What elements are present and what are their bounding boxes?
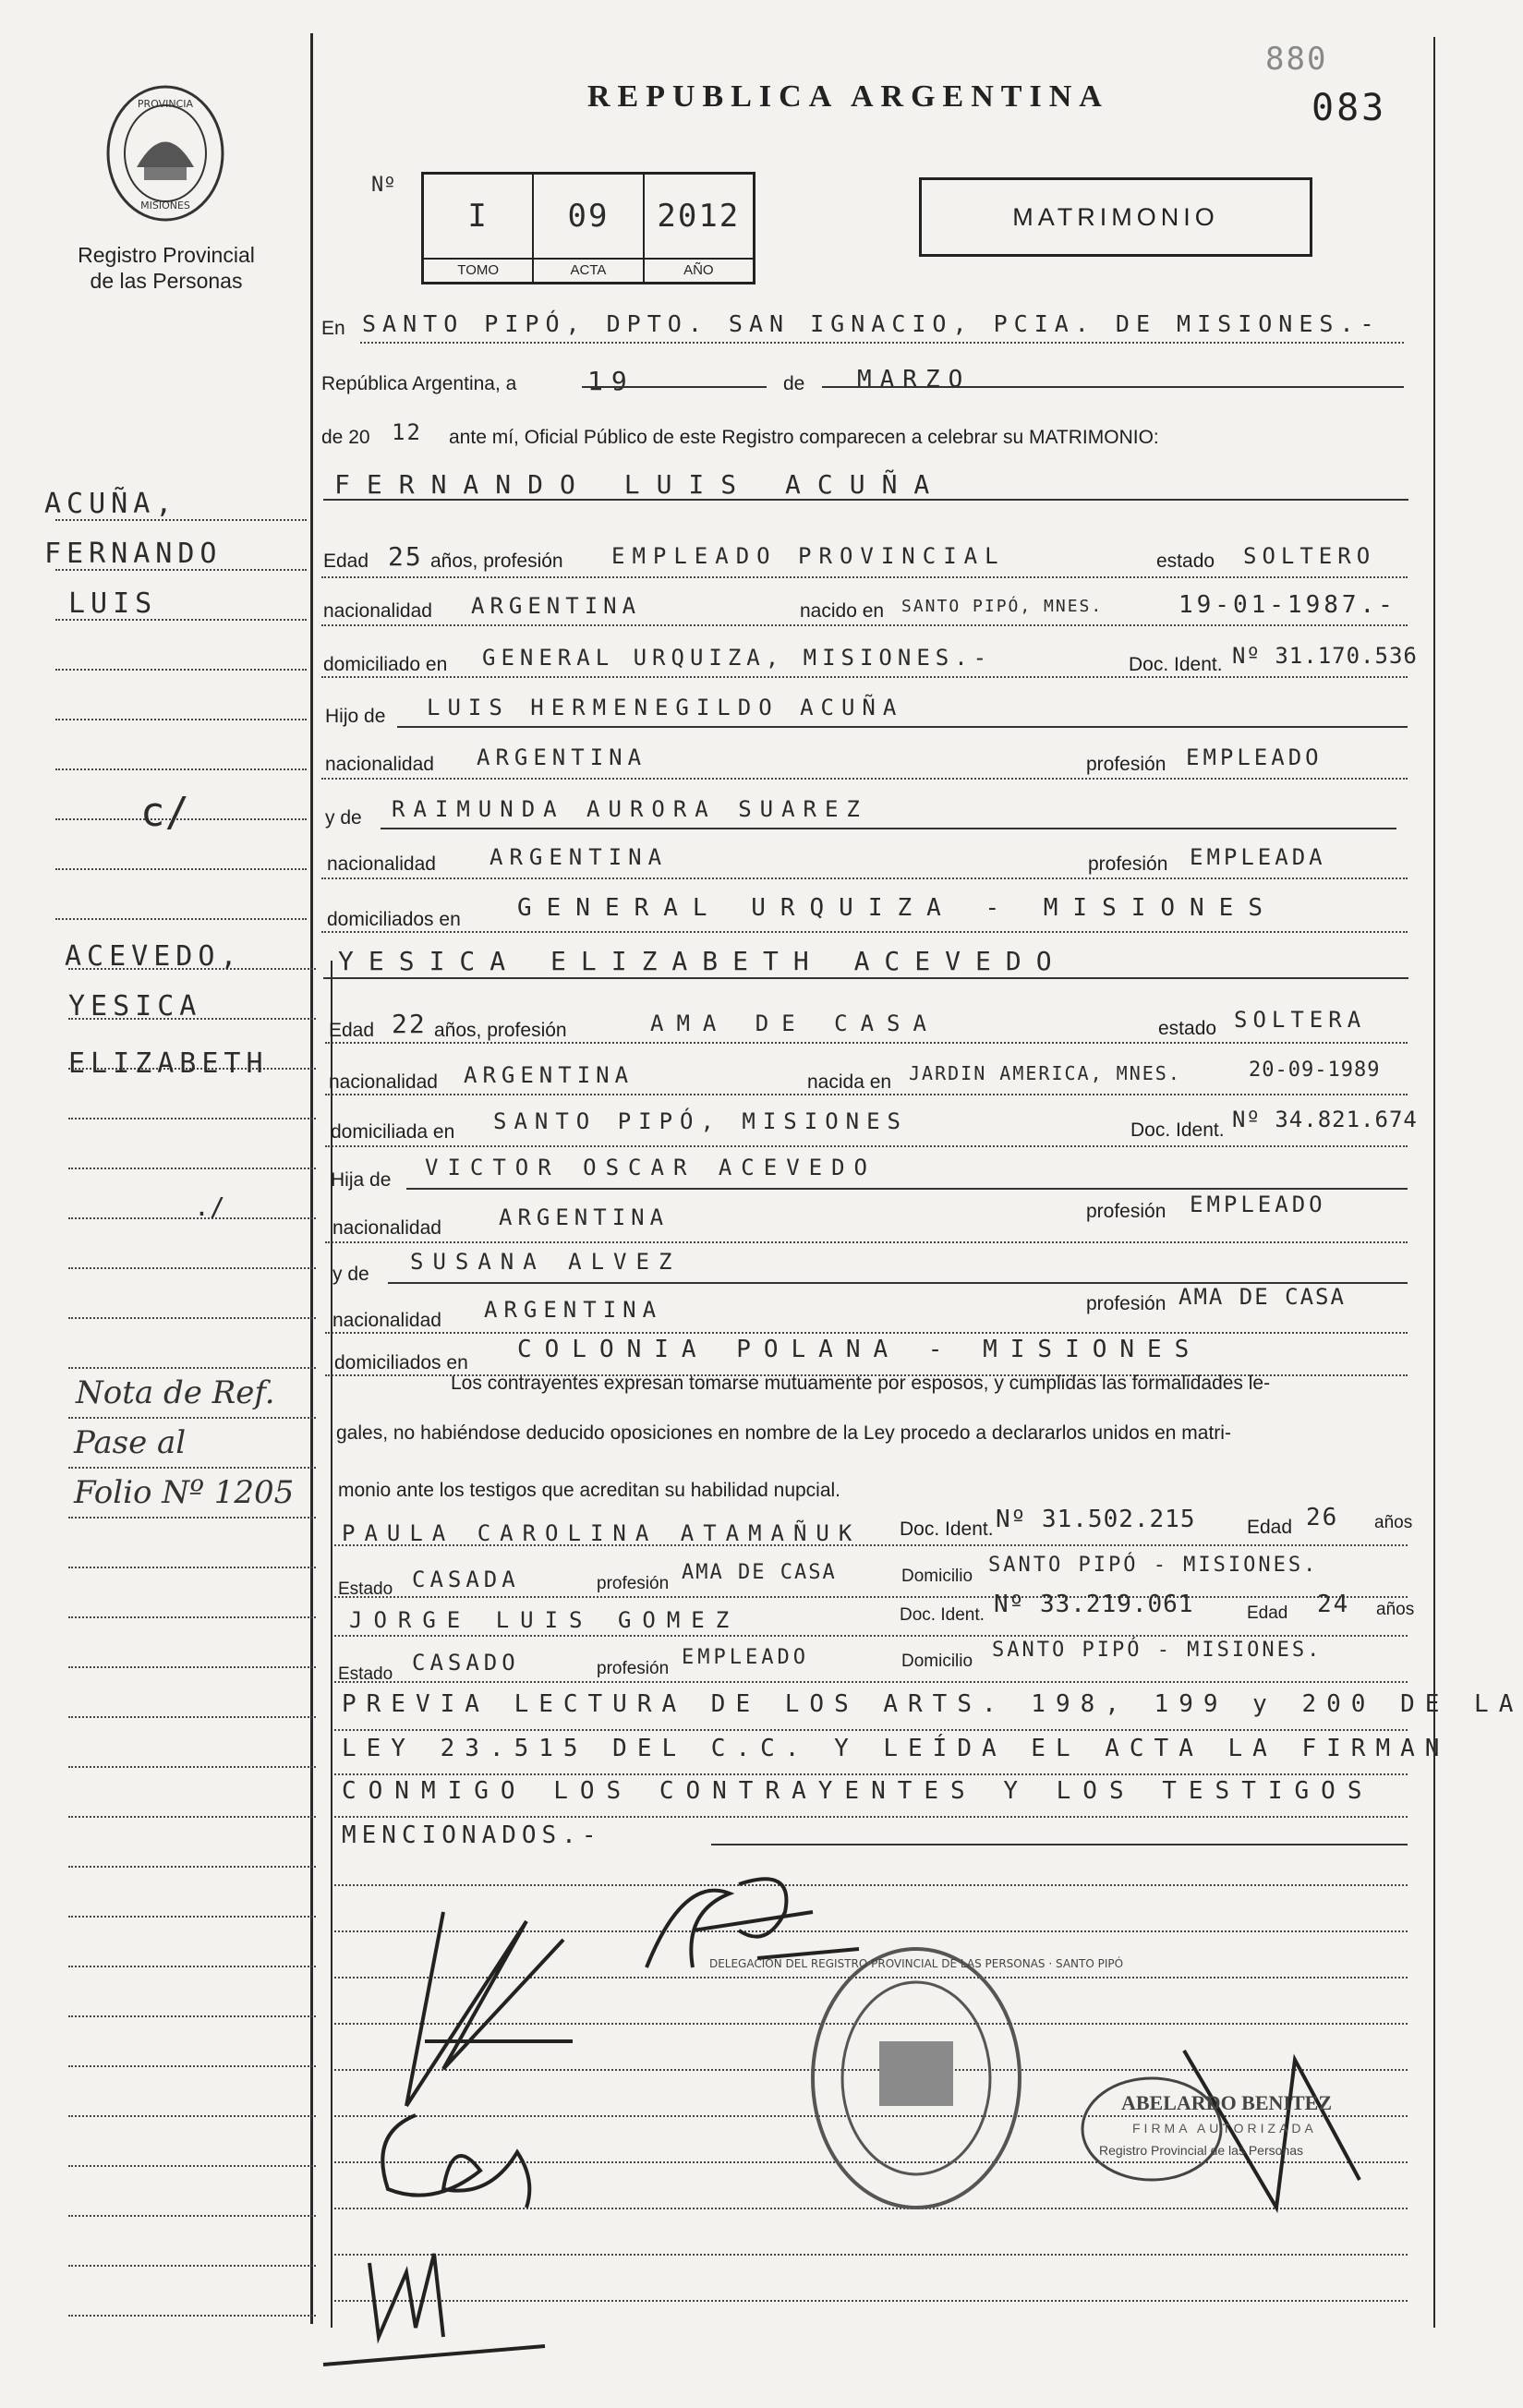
groom-line-5 (321, 778, 1408, 780)
margin-bride-name2: ELIZABETH (68, 1047, 269, 1080)
closing-rule-4 (711, 1844, 1408, 1845)
anio-label: AÑO (645, 258, 753, 282)
bride-label-yde: y de (332, 1264, 369, 1285)
margin-rule (68, 1168, 316, 1169)
groom-birthplace: SANTO PIPÓ, MNES. (901, 597, 1104, 616)
bride-doc: Nº 34.821.674 (1232, 1107, 1418, 1132)
margin-rule (68, 1816, 316, 1818)
closing-line-3: CONMIGO LOS CONTRAYENTES Y LOS TESTIGOS (342, 1777, 1374, 1805)
closing-line-2: LEY 23.515 DEL C.C. Y LEÍDA EL ACTA LA FIRMAN (342, 1735, 1450, 1762)
bride-line-5 (325, 1241, 1408, 1243)
groom-name: FERNANDO LUIS ACUÑA (334, 469, 947, 500)
bride-label-estado: estado (1158, 1018, 1217, 1039)
label-republica: República Argentina, a (321, 373, 517, 394)
margin-rule (68, 1417, 316, 1419)
witness2-label-anos: años (1376, 1600, 1415, 1619)
margin-rule (68, 1616, 316, 1618)
bride-birthplace: JARDIN AMERICA, MNES. (909, 1062, 1181, 1084)
svg-text:MISIONES: MISIONES (140, 200, 190, 212)
month-line (822, 386, 1404, 388)
margin-groom-name1: FERNANDO (44, 538, 223, 570)
act-number-box (421, 172, 755, 284)
witness2-label-prof: profesión (597, 1659, 670, 1678)
groom-label-hijo: Hijo de (325, 706, 386, 727)
witness1-doc: Nº 31.502.215 (996, 1506, 1196, 1533)
witness2-doc: Nº 33.219.061 (994, 1591, 1194, 1618)
margin-groom-surname: ACUÑA, (44, 488, 178, 520)
statement-line-3: monio ante los testigos que acreditan su habilidad nupcial. (338, 1480, 841, 1501)
witness1-label-edad: Edad (1247, 1517, 1293, 1538)
groom-address: GENERAL URQUIZA, MISIONES.- (482, 645, 993, 671)
margin-rule (68, 2015, 316, 2017)
margin-groom-name2: LUIS (68, 587, 158, 620)
groom-line-7 (321, 877, 1408, 879)
witness1-line-1 (334, 1544, 1408, 1546)
margin-rule (68, 1217, 316, 1219)
acta-cell (534, 175, 644, 282)
margin-rule (55, 868, 307, 870)
signature-witness-1 (360, 2097, 554, 2226)
groom-label-dom: domiciliado en (323, 654, 448, 675)
witness2-line-1 (334, 1635, 1408, 1637)
groom-birthdate: 19-01-1987.- (1179, 591, 1396, 619)
margin-rule (68, 1916, 316, 1918)
groom-label-mprof: profesión (1088, 853, 1168, 875)
witness1-name: PAULA CAROLINA ATAMAÑUK (342, 1520, 862, 1546)
witness1-label-anos: años (1374, 1513, 1413, 1532)
month-field: MARZO (857, 366, 972, 393)
closing-line-4: MENCIONADOS.- (342, 1821, 602, 1849)
witness1-profession: AMA DE CASA (682, 1561, 837, 1584)
witness2-label-doc: Doc. Ident. (900, 1605, 985, 1625)
margin-rule (68, 1317, 316, 1319)
day-line (582, 386, 767, 388)
groom-status: SOLTERO (1243, 543, 1376, 569)
registry-round-stamp (708, 1940, 1124, 2217)
bride-father-profession: EMPLEADO (1190, 1192, 1326, 1217)
svg-text:PROVINCIA: PROVINCIA (137, 98, 194, 110)
bride-line-2 (325, 1094, 1408, 1095)
groom-label-doc: Doc. Ident. (1129, 654, 1223, 675)
official-line-3: Registro Provincial de las Personas (1099, 2143, 1303, 2158)
closing-rule-2 (334, 1773, 1408, 1775)
closing-line-1: PREVIA LECTURA DE LOS ARTS. 198, 199 y 200 DE LA (342, 1690, 1523, 1718)
groom-label-mnac: nacionalidad (327, 853, 436, 875)
witness1-label-dom: Domicilio (901, 1567, 973, 1586)
groom-line-2 (321, 624, 1408, 626)
closing-rule-1 (334, 1729, 1408, 1731)
witness2-profession: EMPLEADO (682, 1646, 809, 1669)
witness1-address: SANTO PIPÓ - MISIONES. (988, 1554, 1319, 1577)
margin-mark: ./ (194, 1192, 225, 1222)
witness1-line-2 (334, 1596, 1408, 1598)
page-number: 083 (1311, 87, 1387, 129)
bride-address: SANTO PIPÓ, MISIONES (493, 1108, 908, 1134)
groom-mother-profession: EMPLEADA (1190, 844, 1326, 870)
bride-line-7 (325, 1332, 1408, 1334)
bride-line-1 (325, 1042, 1408, 1044)
anio-value: 2012 (657, 198, 741, 235)
bride-parents-address: COLONIA POLANA - MISIONES (517, 1336, 1203, 1363)
groom-label-pprof: profesión (1086, 754, 1166, 775)
margin-rule (68, 2065, 316, 2067)
statement-line-1: Los contrayentes expresan tomarse mutuamente por esposos, y cumplidas las formalidades le- (451, 1373, 1271, 1394)
groom-father-profession: EMPLEADO (1186, 744, 1323, 770)
bride-father-nationality: ARGENTINA (499, 1204, 670, 1230)
groom-parents-address: GENERAL URQUIZA - MISIONES (517, 894, 1277, 922)
margin-rule (68, 1716, 316, 1718)
groom-nationality: ARGENTINA (471, 593, 642, 619)
margin-rule (55, 768, 307, 770)
groom-label-pnac: nacionalidad (325, 754, 434, 775)
witness2-name: JORGE LUIS GOMEZ (349, 1607, 741, 1633)
witness2-line-2 (334, 1681, 1408, 1683)
bride-name: YESICA ELIZABETH ACEVEDO (338, 946, 1067, 976)
margin-rule (68, 1118, 316, 1119)
groom-line-1 (321, 576, 1408, 578)
bride-status: SOLTERA (1234, 1007, 1367, 1033)
country-title: REPUBLICA ARGENTINA (587, 79, 1109, 114)
margin-rule (68, 1866, 316, 1868)
label-en: En (321, 318, 345, 339)
margin-rule (68, 2165, 316, 2167)
bride-label-pprof: profesión (1086, 1201, 1166, 1222)
groom-label-estado: estado (1156, 551, 1215, 572)
province-seal (100, 79, 231, 227)
bride-line-3 (325, 1145, 1408, 1147)
margin-rule (68, 1267, 316, 1269)
label-de: de (783, 373, 805, 394)
groom-label-nac: nacionalidad (323, 600, 432, 622)
signature-groom (388, 1884, 591, 2124)
groom-line-4 (397, 726, 1408, 728)
margin-note-line-3: Folio Nº 1205 (74, 1474, 295, 1511)
witness1-status: CASADA (412, 1567, 520, 1592)
acta-value: 09 (567, 198, 610, 235)
year-suffix-field: 12 (392, 419, 422, 445)
left-column-rule-lower (331, 961, 332, 2328)
tomo-label: TOMO (424, 258, 532, 282)
groom-mother: RAIMUNDA AURORA SUAREZ (392, 796, 868, 822)
groom-line-8 (321, 931, 1408, 933)
margin-connector: c/ (140, 789, 189, 836)
bride-label-edad: Edad (329, 1020, 375, 1041)
groom-doc: Nº 31.170.536 (1232, 643, 1418, 669)
witness1-age: 26 (1306, 1504, 1339, 1531)
witness1-label-prof: profesión (597, 1574, 670, 1593)
label-ante-mi: ante mí, Oficial Público de este Registro comparecen a celebrar su MATRIMONIO: (449, 427, 1159, 448)
place-field: SANTO PIPÓ, DPTO. SAN IGNACIO, PCIA. DE MISIONES.- (362, 310, 1381, 337)
groom-father: LUIS HERMENEGILDO ACUÑA (427, 695, 904, 720)
tomo-cell (424, 175, 534, 282)
bride-age: 22 (392, 1009, 427, 1039)
witness2-address: SANTO PIPÓ - MISIONES. (992, 1639, 1323, 1662)
groom-label-anos: años, profesión (430, 551, 563, 572)
statement-line-2: gales, no habiéndose deducido oposiciones en nombre de la Ley procedo a declararlos unidos en matri- (336, 1422, 1231, 1444)
groom-profession: EMPLEADO PROVINCIAL (611, 543, 1006, 569)
margin-rule (68, 2265, 316, 2267)
margin-bride-name1: YESICA (68, 990, 202, 1022)
margin-rule (68, 1966, 316, 1967)
margin-note-line-1: Nota de Ref. (76, 1374, 275, 1411)
margin-note-line-2: Pase al (74, 1424, 187, 1461)
groom-label-edad: Edad (323, 551, 369, 572)
left-column-rule (310, 33, 313, 2324)
bride-label-doms: domiciliados en (334, 1352, 468, 1373)
groom-line-3 (321, 676, 1408, 678)
witness2-age: 24 (1317, 1591, 1350, 1618)
witness2-label-estado: Estado (338, 1664, 393, 1684)
official-name: ABELARDO BENITEZ (1121, 2091, 1333, 2114)
closing-rule-3 (334, 1816, 1408, 1818)
groom-label-doms: domiciliados en (327, 909, 461, 930)
registry-line-2: de las Personas (90, 269, 243, 293)
bride-label-nac: nacionalidad (329, 1071, 438, 1093)
bride-birthdate: 20-09-1989 (1249, 1059, 1381, 1082)
bride-mother-profession: AMA DE CASA (1179, 1284, 1346, 1310)
margin-rule (68, 1766, 316, 1768)
act-type-box (919, 177, 1312, 257)
bride-label-dom: domiciliada en (331, 1121, 455, 1143)
groom-name-line (323, 499, 1408, 501)
margin-rule (55, 918, 307, 920)
bride-label-pnac: nacionalidad (332, 1217, 441, 1239)
groom-father-nationality: ARGENTINA (477, 744, 647, 770)
act-type: MATRIMONIO (1012, 202, 1219, 231)
bride-label-mnac: nacionalidad (332, 1310, 441, 1331)
place-line (360, 342, 1404, 344)
margin-rule (68, 2215, 316, 2217)
registry-name (55, 242, 277, 294)
groom-label-nacido: nacido en (800, 600, 885, 622)
signature-witness-2 (314, 2235, 554, 2374)
groom-line-6 (381, 828, 1396, 829)
bride-label-anos: años, profesión (434, 1020, 567, 1041)
witness2-label-edad: Edad (1247, 1603, 1288, 1623)
witness2-status: CASADO (412, 1650, 520, 1676)
corner-mark: 880 (1265, 41, 1328, 78)
official-line-2: FIRMA AUTORIZADA (1132, 2121, 1317, 2136)
groom-age: 25 (388, 541, 423, 572)
margin-rule (68, 1567, 316, 1568)
anio-cell (645, 175, 753, 282)
groom-mother-nationality: ARGENTINA (490, 844, 669, 870)
bride-mother-nationality: ARGENTINA (484, 1297, 663, 1323)
bride-label-nacida: nacida en (807, 1071, 892, 1093)
bride-label-mprof: profesión (1086, 1293, 1166, 1314)
groom-label-yde: y de (325, 807, 362, 829)
margin-rule (68, 1666, 316, 1668)
svg-text:DELEGACIÓN DEL REGISTRO PROVIN: DELEGACIÓN DEL REGISTRO PROVINCIAL DE LAS PERSONAS · SANTO PIPÓ (708, 1957, 1124, 1970)
margin-rule (68, 1367, 316, 1369)
acta-label: ACTA (534, 258, 642, 282)
margin-bride-surname: ACEVEDO, (65, 940, 243, 973)
bride-profession: AMA DE CASA (650, 1010, 939, 1036)
bride-father: VICTOR OSCAR ACEVEDO (425, 1155, 876, 1180)
margin-rule (55, 719, 307, 720)
witness1-label-estado: Estado (338, 1579, 393, 1599)
bride-nationality: ARGENTINA (464, 1062, 635, 1088)
day-field: 19 (587, 366, 635, 396)
margin-rule (68, 1467, 316, 1469)
margin-rule (68, 1517, 316, 1519)
official-stamp (1082, 2023, 1415, 2217)
right-edge-rule (1433, 37, 1435, 2328)
bride-mother: SUSANA ALVEZ (410, 1249, 682, 1275)
bride-label-doc: Doc. Ident. (1130, 1119, 1225, 1141)
margin-rule (68, 2115, 316, 2117)
bride-name-line (323, 977, 1408, 979)
bride-label-hija: Hija de (331, 1169, 392, 1191)
tomo-value: I (467, 198, 489, 235)
label-de-20: de 20 (321, 427, 370, 448)
nro-mark: Nº (371, 174, 396, 197)
margin-rule (68, 2315, 316, 2317)
registry-line-1: Registro Provincial (78, 243, 255, 267)
witness1-label-doc: Doc. Ident. (900, 1519, 994, 1540)
bride-line-4 (406, 1188, 1408, 1190)
witness2-label-dom: Domicilio (901, 1652, 973, 1671)
margin-rule (55, 669, 307, 671)
